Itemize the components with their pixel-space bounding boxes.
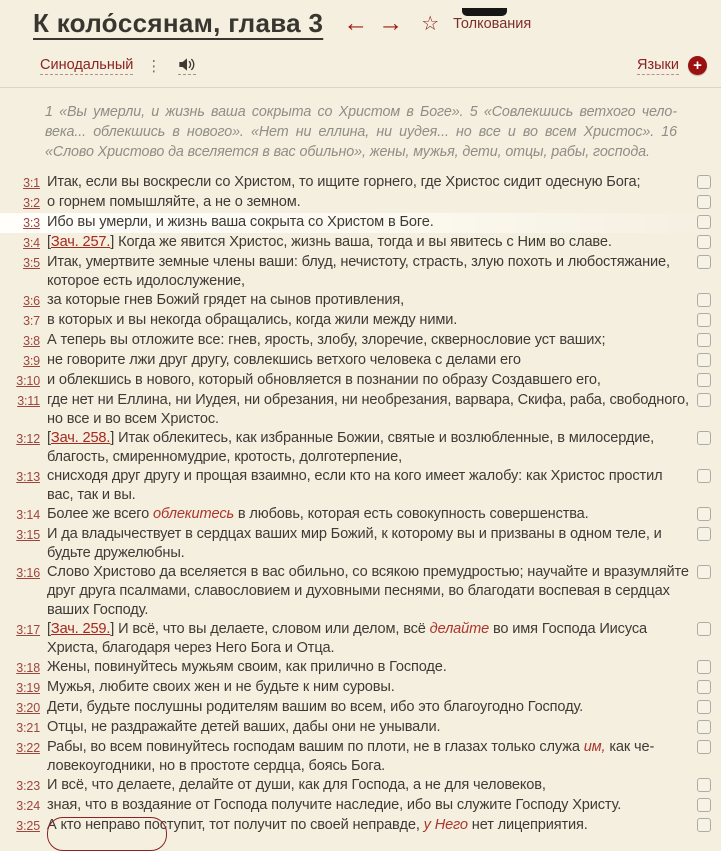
verse-text: И да владычествует в сердцах ваших мир Божий, к которому вы и призваны в одном теле, и будьте дружелюбны. — [47, 526, 662, 561]
verse-checkbox[interactable] — [697, 565, 711, 579]
verse-row — [0, 738, 721, 776]
verse-checkbox[interactable] — [697, 235, 711, 249]
verse-text: в которых и вы некогда обращались, когда жили между ними. — [47, 312, 458, 328]
verse-checkbox[interactable] — [697, 507, 711, 521]
verse-row — [0, 776, 721, 796]
verse-text: И всё, что делаете, делайте от души, как для Господа, а не для человеков, — [47, 777, 546, 793]
verse-row — [0, 213, 721, 233]
verse-number-link[interactable]: 3:14 — [16, 508, 40, 522]
kebab-menu-icon[interactable]: ⋮ — [146, 57, 162, 75]
verse-text: за которые гнев Божий грядет на сынов противления, — [47, 292, 405, 308]
verse-checkbox[interactable] — [697, 818, 711, 832]
page-title[interactable]: К коло́ссянам, глава 3 — [33, 8, 324, 38]
verse-checkbox[interactable] — [697, 215, 711, 229]
emphasis-word: им, — [583, 739, 606, 755]
verse-text: А теперь вы отложите все: гнев, ярость, злобу, злоречие, сквернословие уст ваших; — [47, 332, 606, 348]
verse-row — [0, 658, 721, 678]
verse-text: Отцы, не раздражайте детей ваших, дабы они не унывали. — [47, 719, 441, 735]
header-divider — [0, 87, 721, 88]
verse-checkbox[interactable] — [697, 175, 711, 189]
translation-selector[interactable]: Синодальный — [40, 56, 134, 73]
verse-text: где нет ни Еллина, ни Иудея, ни обрезания, ни необрезания, варвара, Скифа, раба, свободного, но все и во всем Христос. — [47, 392, 689, 427]
verse-text: зная, что в воздаяние от Господа получите наследие, ибо вы служите Господу Христу. — [47, 797, 622, 813]
verse-checkbox[interactable] — [697, 740, 711, 754]
verse-text: Итак, умертвите земные члены ваши: блуд, нечистоту, страсть, злую похоть и любостяжание, которое есть идолослужение, — [47, 254, 670, 289]
verse-row — [0, 505, 721, 525]
verse-checkbox[interactable] — [697, 720, 711, 734]
verse-row — [0, 698, 721, 718]
prev-chapter-arrow-icon[interactable]: ← — [343, 9, 369, 37]
zachalo-link[interactable]: Зач. 258. — [50, 430, 111, 446]
verse-text: [Зач. 258.] Итак облекитесь, как избранные Божии, святые и возлюбленные, в милосердие, благость, смиренномудрие, кротость, долготерпение, — [47, 430, 655, 465]
verse-row — [0, 311, 721, 331]
translation-toolbar — [40, 56, 707, 75]
verse-number-link[interactable]: 3:24 — [16, 799, 40, 813]
verse-text: Жены, повинуйтесь мужьям своим, как прилично в Господе. — [47, 659, 447, 675]
chapter-nav — [343, 11, 403, 36]
verse-number-link[interactable]: 3:23 — [16, 779, 40, 793]
verse-checkbox[interactable] — [697, 333, 711, 347]
verse-text: [Зач. 259.] И всё, что вы делаете, словом или делом, всё делайте во имя Господа Иисуса Христа, благодаря через Него Бога и Отца. — [47, 621, 647, 656]
verse-number-link[interactable]: 3:19 — [16, 681, 40, 695]
verse-number-link[interactable]: 3:7 — [23, 314, 40, 328]
verse-number-link[interactable]: 3:9 — [23, 354, 40, 368]
languages-link[interactable]: Языки — [637, 56, 679, 73]
verse-number-link[interactable]: 3:4 — [23, 236, 40, 250]
verse-text: Итак, если вы воскресли со Христом, то ищите горнего, где Христос сидит одесную Бога; — [47, 174, 641, 190]
bottom-button-partial[interactable] — [47, 817, 167, 851]
verse-checkbox[interactable] — [697, 393, 711, 407]
verse-row — [0, 467, 721, 505]
verse-text: А кто неправо поступит, тот получит по своей неправде, у Него нет лицеприятия. — [47, 817, 588, 833]
verse-text: о горнем помышляйте, а не о земном. — [47, 194, 301, 210]
verse-number-link[interactable]: 3:17 — [16, 623, 40, 637]
audio-speaker-icon[interactable] — [178, 57, 196, 75]
verse-text: Слово Христово да вселяется в вас обильно, со всякою премудростью; научайте и вразумляйте друг друга псалмами, славословием и духовными песнями, во благодати воспевая в сердцах ваших Господу. — [47, 564, 689, 618]
verse-text: Ибо вы умерли, и жизнь ваша сокрыта со Христом в Боге. — [47, 214, 434, 230]
verse-row — [0, 371, 721, 391]
verse-checkbox[interactable] — [697, 353, 711, 367]
verse-text: Дети, будьте послушны родителям вашим во всем, ибо это благоугодно Господу. — [47, 699, 584, 715]
verse-number-link[interactable]: 3:12 — [16, 432, 40, 446]
verse-text: Мужья, любите своих жен и не будьте к ним суровы. — [47, 679, 395, 695]
verse-number-link[interactable]: 3:16 — [16, 566, 40, 580]
zachalo-link[interactable]: Зач. 257. — [50, 234, 111, 250]
verse-text: снисходя друг другу и прощая взаимно, если кто на кого имеет жалобу: как Христос простил вас, так и вы. — [47, 468, 663, 503]
verse-number-link[interactable]: 3:25 — [16, 819, 40, 833]
cutoff-tooltip-remnant — [462, 8, 507, 16]
verse-checkbox[interactable] — [697, 700, 711, 714]
verse-row — [0, 351, 721, 371]
verse-row — [0, 563, 721, 620]
verse-number-link[interactable]: 3:10 — [16, 374, 40, 388]
verse-number-link[interactable]: 3:1 — [23, 176, 40, 190]
verse-row — [0, 678, 721, 698]
bookmark-star-icon[interactable]: ☆ — [421, 12, 440, 35]
add-language-button[interactable]: + — [688, 56, 707, 75]
verse-list — [0, 173, 721, 836]
verse-row — [0, 291, 721, 311]
verse-checkbox[interactable] — [697, 313, 711, 327]
emphasis-word: облекитесь — [153, 506, 234, 522]
verse-checkbox[interactable] — [697, 660, 711, 674]
verse-checkbox[interactable] — [697, 255, 711, 269]
verse-checkbox[interactable] — [697, 778, 711, 792]
verse-text: Рабы, во всем повинуйтесь господам вашим по плоти, не в глазах только служа им, как человекоугодники, но в простоте сердца, боясь Бога. — [47, 739, 655, 774]
verse-number-link[interactable]: 3:8 — [23, 334, 40, 348]
verse-checkbox[interactable] — [697, 373, 711, 387]
verse-checkbox[interactable] — [697, 431, 711, 445]
zachalo-link[interactable]: Зач. 259. — [50, 621, 111, 637]
verse-row — [0, 796, 721, 816]
verse-row — [0, 331, 721, 351]
verse-checkbox[interactable] — [697, 622, 711, 636]
verse-number-link[interactable]: 3:20 — [16, 701, 40, 715]
verse-row — [0, 620, 721, 658]
verse-checkbox[interactable] — [697, 469, 711, 483]
verse-text: [Зач. 257.] Когда же явится Христос, жизнь ваша, тогда и вы явитесь с Ним во славе. — [47, 234, 612, 250]
verse-number-link[interactable]: 3:18 — [16, 661, 40, 675]
verse-text: и облекшись в нового, который обновляется в познании по образу Создавшего его, — [47, 372, 601, 388]
verse-row — [0, 718, 721, 738]
verse-row — [0, 173, 721, 193]
next-chapter-arrow-icon[interactable]: → — [378, 9, 404, 37]
verse-row — [0, 193, 721, 213]
verse-row — [0, 391, 721, 429]
verse-row — [0, 429, 721, 467]
verse-number-link[interactable]: 3:13 — [16, 470, 40, 484]
verse-number-link[interactable]: 3:5 — [23, 256, 40, 270]
verse-checkbox[interactable] — [697, 527, 711, 541]
verse-text: Более же всего облекитесь в любовь, которая есть совокупность совершенства. — [47, 506, 589, 522]
chapter-header — [33, 8, 721, 39]
verse-checkbox[interactable] — [697, 195, 711, 209]
tolkovaniya-link[interactable]: Толкования — [453, 15, 532, 32]
verse-text: не говорите лжи друг другу, совлекшись ветхого человека с делами его — [47, 352, 521, 368]
verse-row — [0, 525, 721, 563]
verse-number-link[interactable]: 3:6 — [23, 294, 40, 308]
verse-number-link[interactable]: 3:11 — [17, 394, 40, 408]
verse-checkbox[interactable] — [697, 293, 711, 307]
verse-number-link[interactable]: 3:22 — [16, 741, 40, 755]
verse-number-link[interactable]: 3:15 — [16, 528, 40, 542]
verse-checkbox[interactable] — [697, 798, 711, 812]
chapter-summary: 1 «Вы умерли, и жизнь ваша сокрыта со Христом в Боге». 5 «Совлекшись ветхого человека... облекшись в нового». «Нет ни еллина, ни иудея... но все и во всем Христос». 16 «Слово Христово да вселяется в вас обильно», жены, мужья, дети, отцы, рабы, господа. — [45, 104, 677, 160]
verse-row — [0, 253, 721, 291]
verse-row — [0, 233, 721, 253]
verse-checkbox[interactable] — [697, 680, 711, 694]
verse-number-link[interactable]: 3:2 — [23, 196, 40, 210]
emphasis-word: у Него — [423, 817, 468, 833]
verse-number-link[interactable]: 3:3 — [23, 216, 40, 230]
verse-number-link[interactable]: 3:21 — [16, 721, 40, 735]
emphasis-word: делайте — [429, 621, 490, 637]
